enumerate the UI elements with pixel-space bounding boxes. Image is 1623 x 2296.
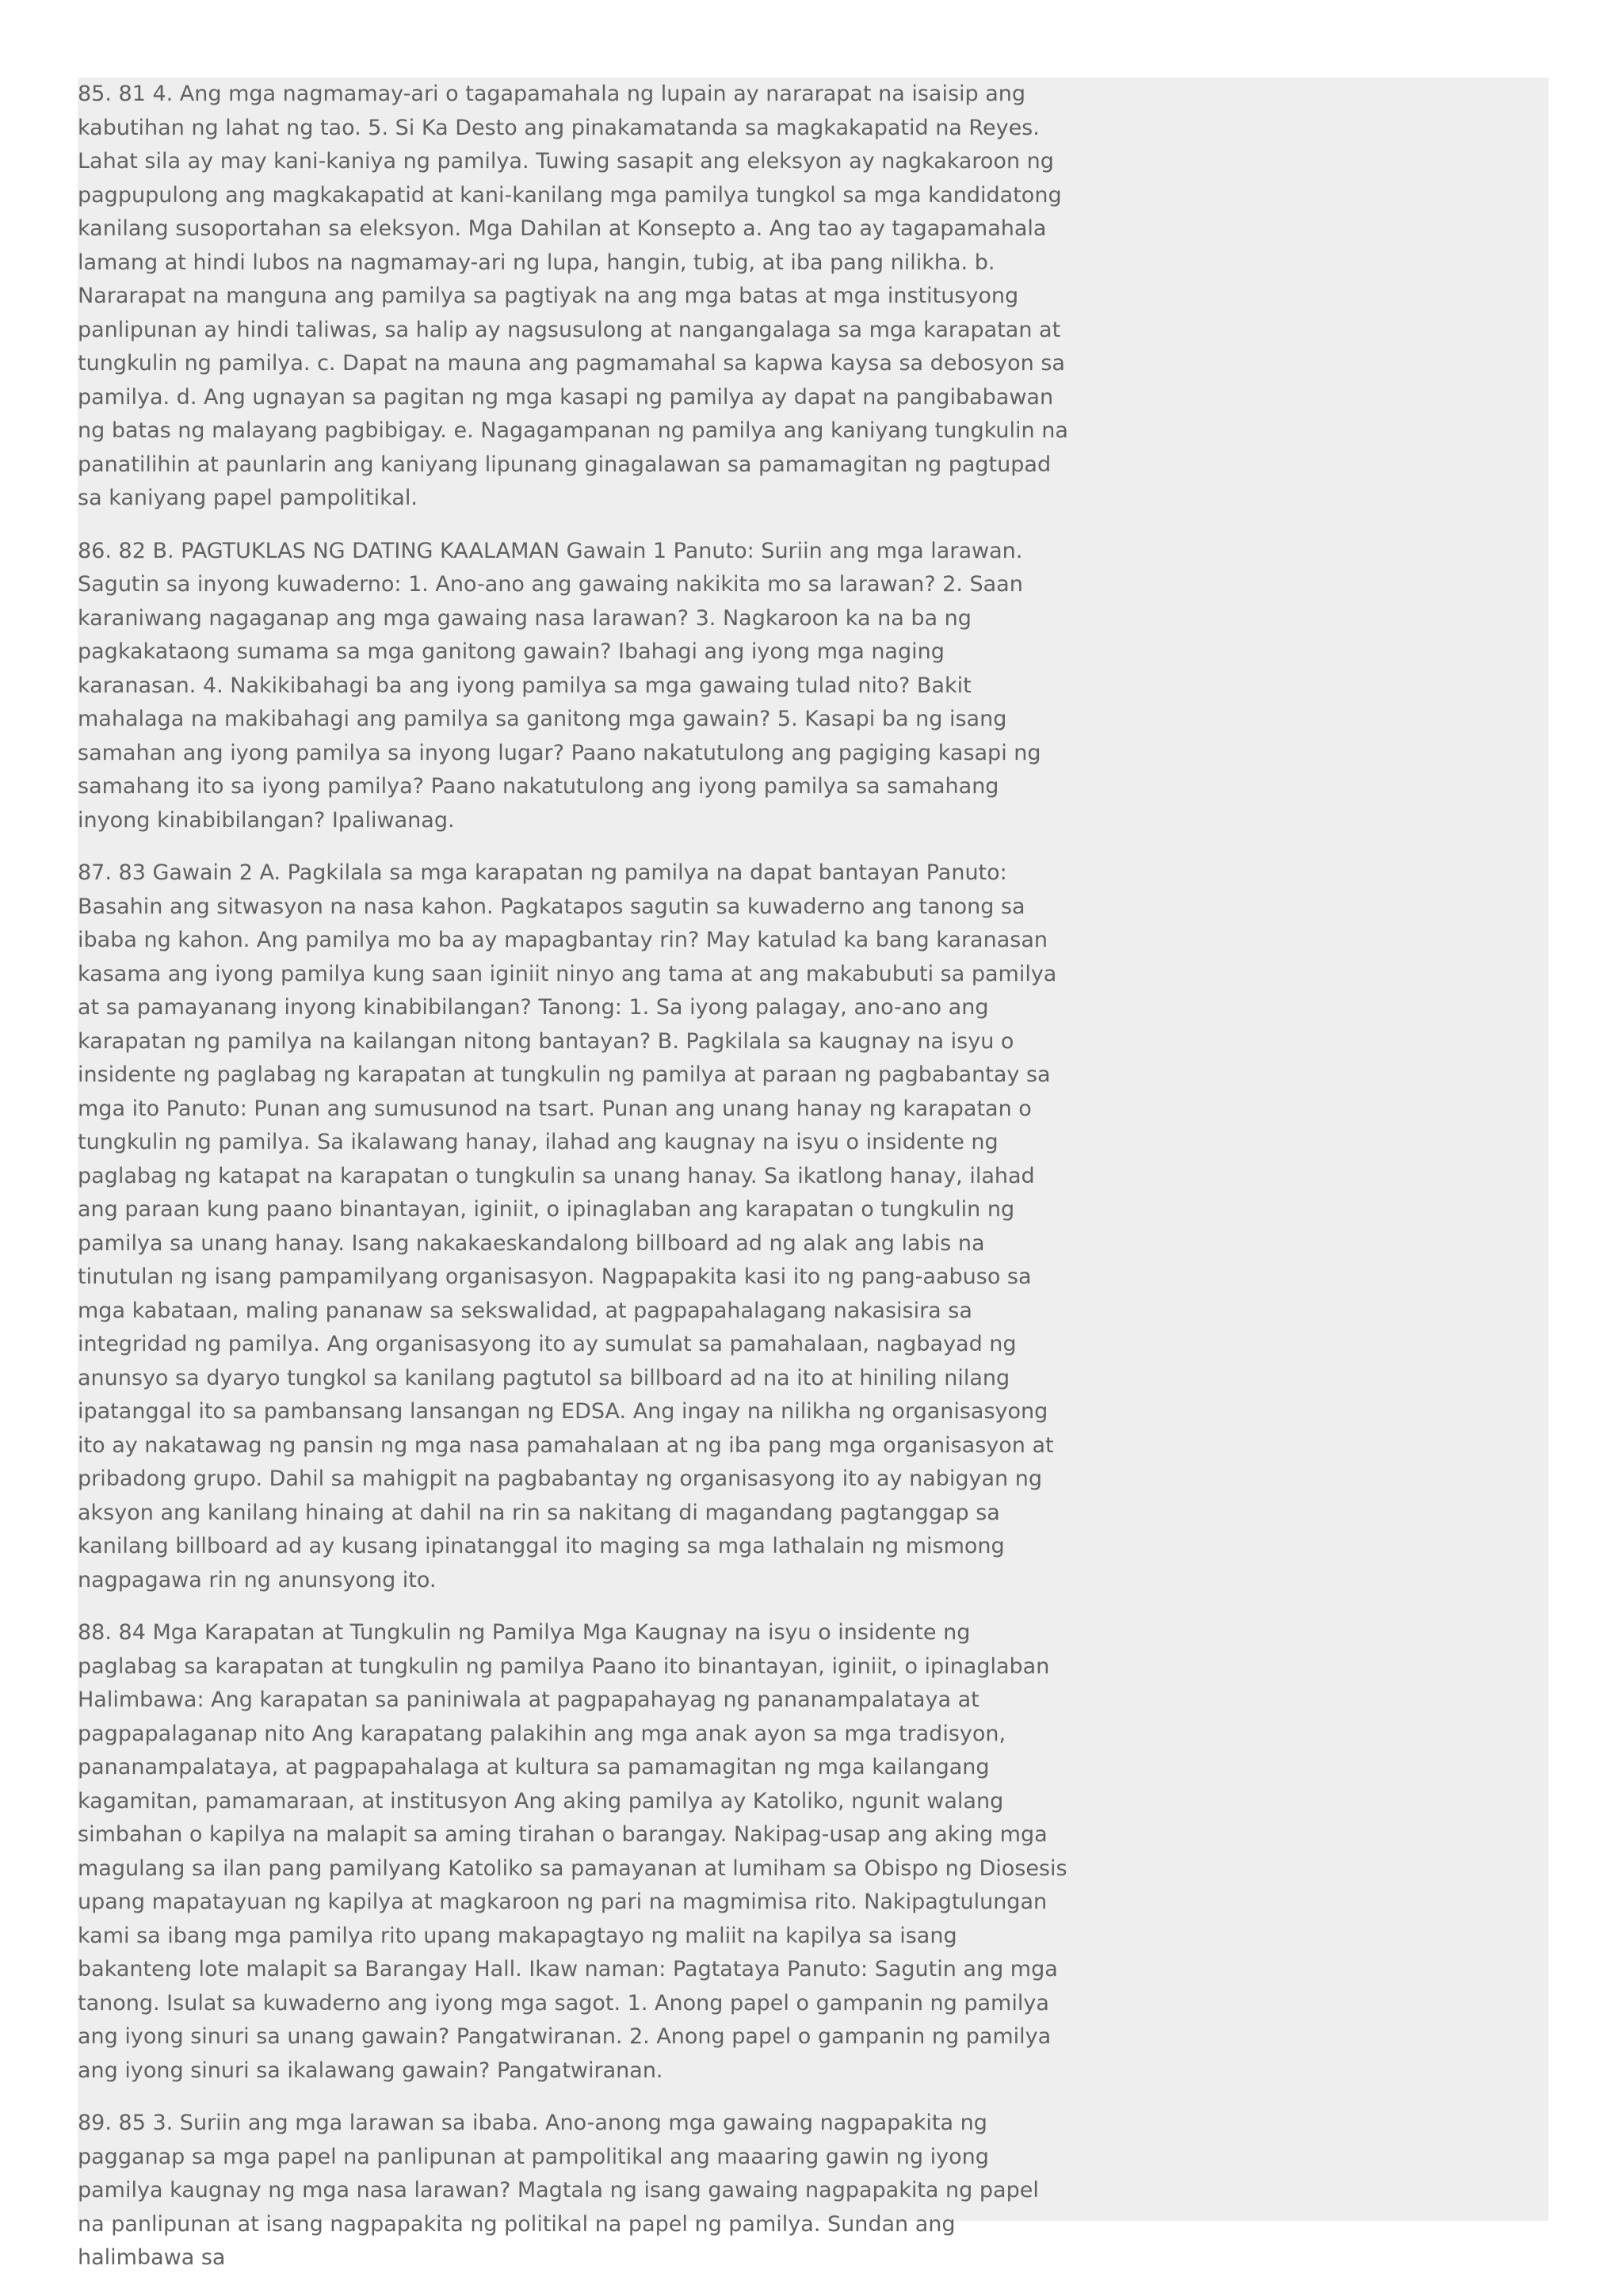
document-body xyxy=(78,78,1068,2294)
paragraph-89: 89. 85 3. Suriin ang mga larawan sa ibaba. Ano-anong mga gawaing nagpapakita ng pagganap sa mga papel na panlipunan at pampolitikal ang maaaring gawin ng iyong pamilya kaugnay ng mga nasa larawan? Magtala ng isang gawaing nagpapakita ng papel na panlipunan at isang nagpapakita ng politikal na papel ng pamilya. Sundan ang halimbawa sa xyxy=(78,2111,1039,2270)
paragraph-87: 87. 83 Gawain 2 A. Pagkilala sa mga karapatan ng pamilya na dapat bantayan Panuto: Basahin ang sitwasyon na nasa kahon. Pagkatapos sagutin sa kuwaderno ang tanong sa ibaba ng kahon. Ang pamilya mo ba ay mapagbantay rin? May katulad ka bang karanasan kasama ang iyong pamilya kung saan iginiit ninyo ang tama at ang makabubuti sa pamilya at sa pamayanang inyong kinabibilangan? Tanong: 1. Sa iyong palagay, ano-ano ang karapatan ng pamilya na kailangan nitong bantayan? B. Pagkilala sa kaugnay na isyu o insidente ng paglabag ng karapatan at tungkulin ng pamilya at paraan ng pagbabantay sa mga ito Panuto: Punan ang sumusunod na tsart. Punan ang unang hanay ng karapatan o tungkulin ng pamilya. Sa ikalawang hanay, ilahad ang kaugnay na isyu o insidente ng paglabag ng katapat na karapatan o tungkulin sa unang hanay. Sa ikatlong hanay, ilahad ang paraan kung paano binantayan, iginiit, o ipinaglaban ang karapatan o tungkulin ng pamilya sa unang hanay. Isang nakakaeskandalong billboard ad ng alak ang labis na tinutulan ng isang pampamilyang organisasyon. Nagpapakita kasi ito ng pang-aabuso sa mga kabataan, maling pananaw sa sekswalidad, at pagpapahalagang nakasisira sa integridad ng pamilya. Ang organisasyong ito ay sumulat sa pamahalaan, nagbayad ng anunsyo sa dyaryo tungkol sa kanilang pagtutol sa billboard ad na ito at hiniling nilang ipatanggal ito sa pambansang lansangan ng EDSA. Ang ingay na nilikha ng organisasyong ito ay nakatawag ng pansin ng mga nasa pamahalaan at ng iba pang mga organisasyon at pribadong grupo. Dahil sa mahigpit na pagbabantay ng organisasyong ito ay nabigyan ng aksyon ang kanilang hinaing at dahil na rin sa nakitang di magandang pagtanggap sa kanilang billboard ad ay kusang ipinatanggal ito maging sa mga lathalain ng mismong nagpagawa rin ng anunsyong ito. xyxy=(78,860,1057,1592)
paragraph-85: 85. 81 4. Ang mga nagmamay-ari o tagapamahala ng lupain ay nararapat na isaisip ang kabutihan ng lahat ng tao. 5. Si Ka Desto ang pinakamatanda sa magkakapatid na Reyes. Lahat sila ay may kani-kaniya ng pamilya. Tuwing sasapit ang eleksyon ay nagkakaroon ng pagpupulong ang magkakapatid at kani-kanilang mga pamilya tungkol sa mga kandidatong kanilang susoportahan sa eleksyon. Mga Dahilan at Konsepto a. Ang tao ay tagapamahala lamang at hindi lubos na nagmamay-ari ng lupa, hangin, tubig, at iba pang nilikha. b. Nararapat na manguna ang pamilya sa pagtiyak na ang mga batas at mga institusyong panlipunan ay hindi taliwas, sa halip ay nagsusulong at nangangalaga sa mga karapatan at tungkulin ng pamilya. c. Dapat na mauna ang pagmamahal sa kapwa kaysa sa debosyon sa pamilya. d. Ang ugnayan sa pagitan ng mga kasapi ng pamilya ay dapat na pangibabawan ng batas ng malayang pagbibigay. e. Nagagampanan ng pamilya ang kaniyang tungkulin na panatilihin at paunlarin ang kaniyang lipunang ginagalawan sa pamamagitan ng pagtupad sa kaniyang papel pampolitikal. xyxy=(78,82,1068,510)
document-page xyxy=(78,78,1549,2270)
paragraph-86: 86. 82 B. PAGTUKLAS NG DATING KAALAMAN Gawain 1 Panuto: Suriin ang mga larawan. Sagutin sa inyong kuwaderno: 1. Ano-ano ang gawaing nakikita mo sa larawan? 2. Saan karaniwang nagaganap ang mga gawaing nasa larawan? 3. Nagkaroon ka na ba ng pagkakataong sumama sa mga ganitong gawain? Ibahagi ang iyong mga naging karanasan. 4. Nakikibahagi ba ang iyong pamilya sa mga gawaing tulad nito? Bakit mahalaga na makibahagi ang pamilya sa ganitong mga gawain? 5. Kasapi ba ng isang samahan ang iyong pamilya sa inyong lugar? Paano nakatutulong ang pagiging kasapi ng samahang ito sa iyong pamilya? Paano nakatutulong ang iyong pamilya sa samahang inyong kinabibilangan? Ipaliwanag. xyxy=(78,538,1041,833)
paragraph-88: 88. 84 Mga Karapatan at Tungkulin ng Pamilya Mga Kaugnay na isyu o insidente ng paglabag sa karapatan at tungkulin ng pamilya Paano ito binantayan, iginiit, o ipinaglaban Halimbawa: Ang karapatan sa paniniwala at pagpapahayag ng pananampalataya at pagpapalaganap nito Ang karapatang palakihin ang mga anak ayon sa mga tradisyon, pananampalataya, at pagpapahalaga at kultura sa pamamagitan ng mga kailangang kagamitan, pamamaraan, at institusyon Ang aking pamilya ay Katoliko, ngunit walang simbahan o kapilya na malapit sa aming tirahan o barangay. Nakipag-usap ang aking mga magulang sa ilan pang pamilyang Katoliko sa pamayanan at lumiham sa Obispo ng Diosesis upang mapatayuan ng kapilya at magkaroon ng pari na magmimisa rito. Nakipagtulungan kami sa ibang mga pamilya rito upang makapagtayo ng maliit na kapilya sa isang bakanteng lote malapit sa Barangay Hall. Ikaw naman: Pagtataya Panuto: Sagutin ang mga tanong. Isulat sa kuwaderno ang iyong mga sagot. 1. Anong papel o gampanin ng pamilya ang iyong sinuri sa unang gawain? Pangatwiranan. 2. Anong papel o gampanin ng pamilya ang iyong sinuri sa ikalawang gawain? Pangatwiranan. xyxy=(78,1620,1067,2083)
